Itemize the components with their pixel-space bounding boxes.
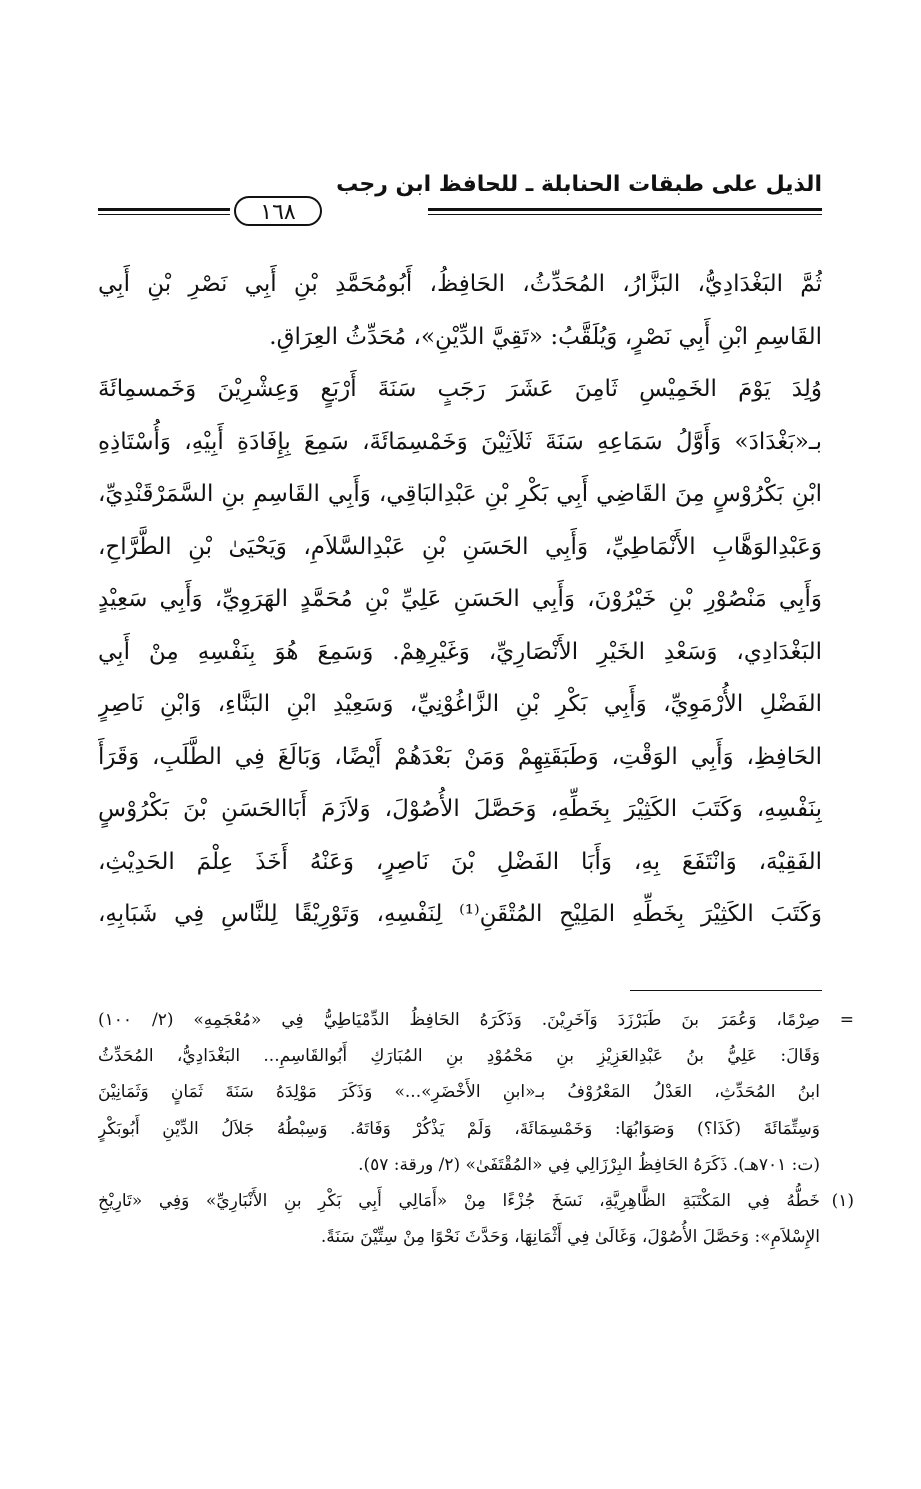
footnote-text: ابنُ المُحَدِّثِ، العَدْلُ المَعْرُوْفُ بـ«ابنِ الأَخْضَرِ»...» وَذَكَرَ مَوْلِدَهُ سَنَةَ ثَمَانٍ وَثَمَانِيْنَ — [98, 1082, 820, 1103]
footnote-continuation-marker: = — [839, 1010, 854, 1030]
footnote-text: وَقَالَ: عَلِيُّ بنُ عَبْدِالعَزِيْزِ بنِ مَحْمُوْدِ بنِ المُبَارَكِ أَبُوالقَاسِمِ... البَغْدَادِيُّ، المُحَدِّثُ — [98, 1046, 820, 1067]
text-line: وَأَبِي مَنْصُوْرِ بْنِ خَيْرُوْنَ، وَأَبِي الحَسَنِ عَلِيِّ بْنِ مُحَمَّدٍ الهَرَوِيِّ، وَأَبِي سَعِيْدٍ — [98, 586, 822, 612]
text-line: ابْنِ بَكْرُوْسٍ مِنَ القَاضِي أَبِي بَكْرِ بْنِ عَبْدِالبَاقِي، وَأَبِي القَاسِمِ بنِ السَّمَرْقَنْدِيِّ، — [98, 481, 822, 507]
footnote-line — [98, 1074, 854, 1110]
text-line: وَعَبْدِالوَهَّابِ الأَنْمَاطِيِّ، وَأَبِي الحَسَنِ بْنِ عَبْدِالسَّلاَمِ، وَيَحْيَىٰ بْنِ الطَّرَّاحِ، — [98, 533, 822, 560]
footnote-line — [98, 1147, 854, 1183]
footnote-text: وَسِتِّمَائَةَ (كَذَا؟) وَصَوَابُهَا: وَخَمْسِمَائَةَ، وَلَمْ يَذْكُرْ وَفَاتَهُ. وَسِبْطُهُ جَلاَلُ الدِّيْنِ أَبُوبَكْرٍ — [98, 1118, 820, 1139]
text-line: الفَقِيْهَ، وَانْتَفَعَ بِهِ، وَأَبَا الفَضْلِ بْنَ نَاصِرٍ، وَعَنْهُ أَخَذَ عِلْمَ الحَدِيْثِ، — [98, 848, 822, 875]
footnote-separator — [630, 990, 822, 991]
footnote-number: (١) — [831, 1190, 854, 1211]
text-line: البَغْدَادِي، وَسَعْدِ الخَيْرِ الأَنْصَارِيِّ، وَغَيْرِهِمْ. وَسَمِعَ هُوَ بِنَفْسِهِ مِنْ أَبِي — [98, 638, 822, 665]
text-line: وُلِدَ يَوْمَ الخَمِيْسِ ثَامِنَ عَشَرَ رَجَبٍ سَنَةَ أَرْبَعٍ وَعِشْرِيْنَ وَخَمسمِائَةَ — [98, 376, 822, 402]
footnote-line — [98, 1183, 854, 1219]
text-line: الفَضْلِ الأُرْمَوِيِّ، وَأَبِي بَكْرِ بْنِ الزَّاغُوْنِيِّ، وَسَعِيْدِ ابْنِ البَنَّاءِ، وَابْنِ نَاصِرٍ — [98, 691, 822, 717]
footnote-text: (ت: ٧٠١هـ). ذَكَرَهُ الحَافِظُ البِرْزَالِي فِي «المُقْتَفَىٰ» (٢/ ورقة: ٥٧). — [358, 1154, 820, 1175]
footnote-line — [98, 1038, 854, 1074]
text-line: بـ«بَغْدَادَ» وَأَوَّلُ سَمَاعِهِ سَنَةَ ثَلاَثِيْنَ وَخَمْسِمَائَةَ، سَمِعَ بِإِفَادَةِ أَبِيْهِ، وَأُسْتَاذِهِ — [98, 428, 822, 455]
book-title: الذيل على طبقات الحنابلة ـ للحافظ ابن رجب — [336, 172, 822, 197]
header-rule — [428, 208, 822, 211]
text-line: القَاسِمِ ابْنِ أَبِي نَصْرٍ، وَيُلَقَّبُ: «تَقِيَّ الدِّيْنِ»، مُحَدِّثُ العِرَاقِ. — [269, 323, 822, 350]
text-line: ثُمَّ البَغْدَادِيُّ، البَزَّارُ، المُحَدِّثُ، الحَافِظُ، أَبُومُحَمَّدِ بْنِ أَبِي نَصْرِ بْنِ أَبِي — [98, 271, 822, 297]
header-rule — [428, 214, 822, 215]
header-rule — [98, 214, 230, 215]
footnote-text: الإِسْلاَمِ»: وَحَصَّلَ الأُصُوْلَ، وَغَالَىٰ فِي أَثْمَانِهَا، وَحَدَّثَ نَحْوًا مِنْ سِتِّيْنَ سَنَةً. — [320, 1227, 820, 1248]
footnote-line — [98, 1219, 854, 1255]
footnote-text: خَطُّهُ فِي المَكْتَبَةِ الظَّاهِرِيَّةِ، نَسَخَ جُزْءًا مِنْ «أَمَالِي أَبِي بَكْرِ بنِ الأَنْبَارِيِّ» وَفِي «تَارِيْخِ — [98, 1190, 820, 1211]
footnote-line — [98, 1002, 854, 1038]
text-line: وَكَتَبَ الكَثِيْرَ بِخَطِّهِ المَلِيْحِ المُتْقَنِ⁽¹⁾ لِنَفْسِهِ، وَتَوْرِيْقًا لِلنَّاسِ فِي شَبَابِهِ، — [98, 901, 822, 927]
header-rule — [98, 208, 230, 211]
running-header — [98, 168, 822, 228]
footnote-line — [98, 1111, 854, 1147]
footnotes — [98, 1002, 854, 1255]
body-text — [98, 258, 822, 941]
page-number: ١٦٨ — [234, 196, 322, 226]
text-line: بِنَفْسِهِ، وَكَتَبَ الكَثِيْرَ بِخَطِّهِ، وَحَصَّلَ الأُصُوْلَ، وَلاَزَمَ أَبَاالحَسَنِ بْنَ بَكْرُوْسٍ — [98, 796, 822, 822]
footnote-text: صِرْمًا، وَعُمَرَ بنَ طَبَرْزَدَ وَآخَرِيْنَ. وَذَكَرَهُ الحَافِظُ الدِّمْيَاطِيُّ فِي «مُعْجَمِهِ» (٢/ ١٠٠) — [98, 1010, 820, 1030]
text-line: الحَافِظِ، وَأَبِي الوَقْتِ، وَطَبَقَتِهِمْ وَمَنْ بَعْدَهُمْ أَيْضًا، وَبَالَغَ فِي الطَّلَبِ، وَقَرَأَ — [98, 743, 822, 770]
